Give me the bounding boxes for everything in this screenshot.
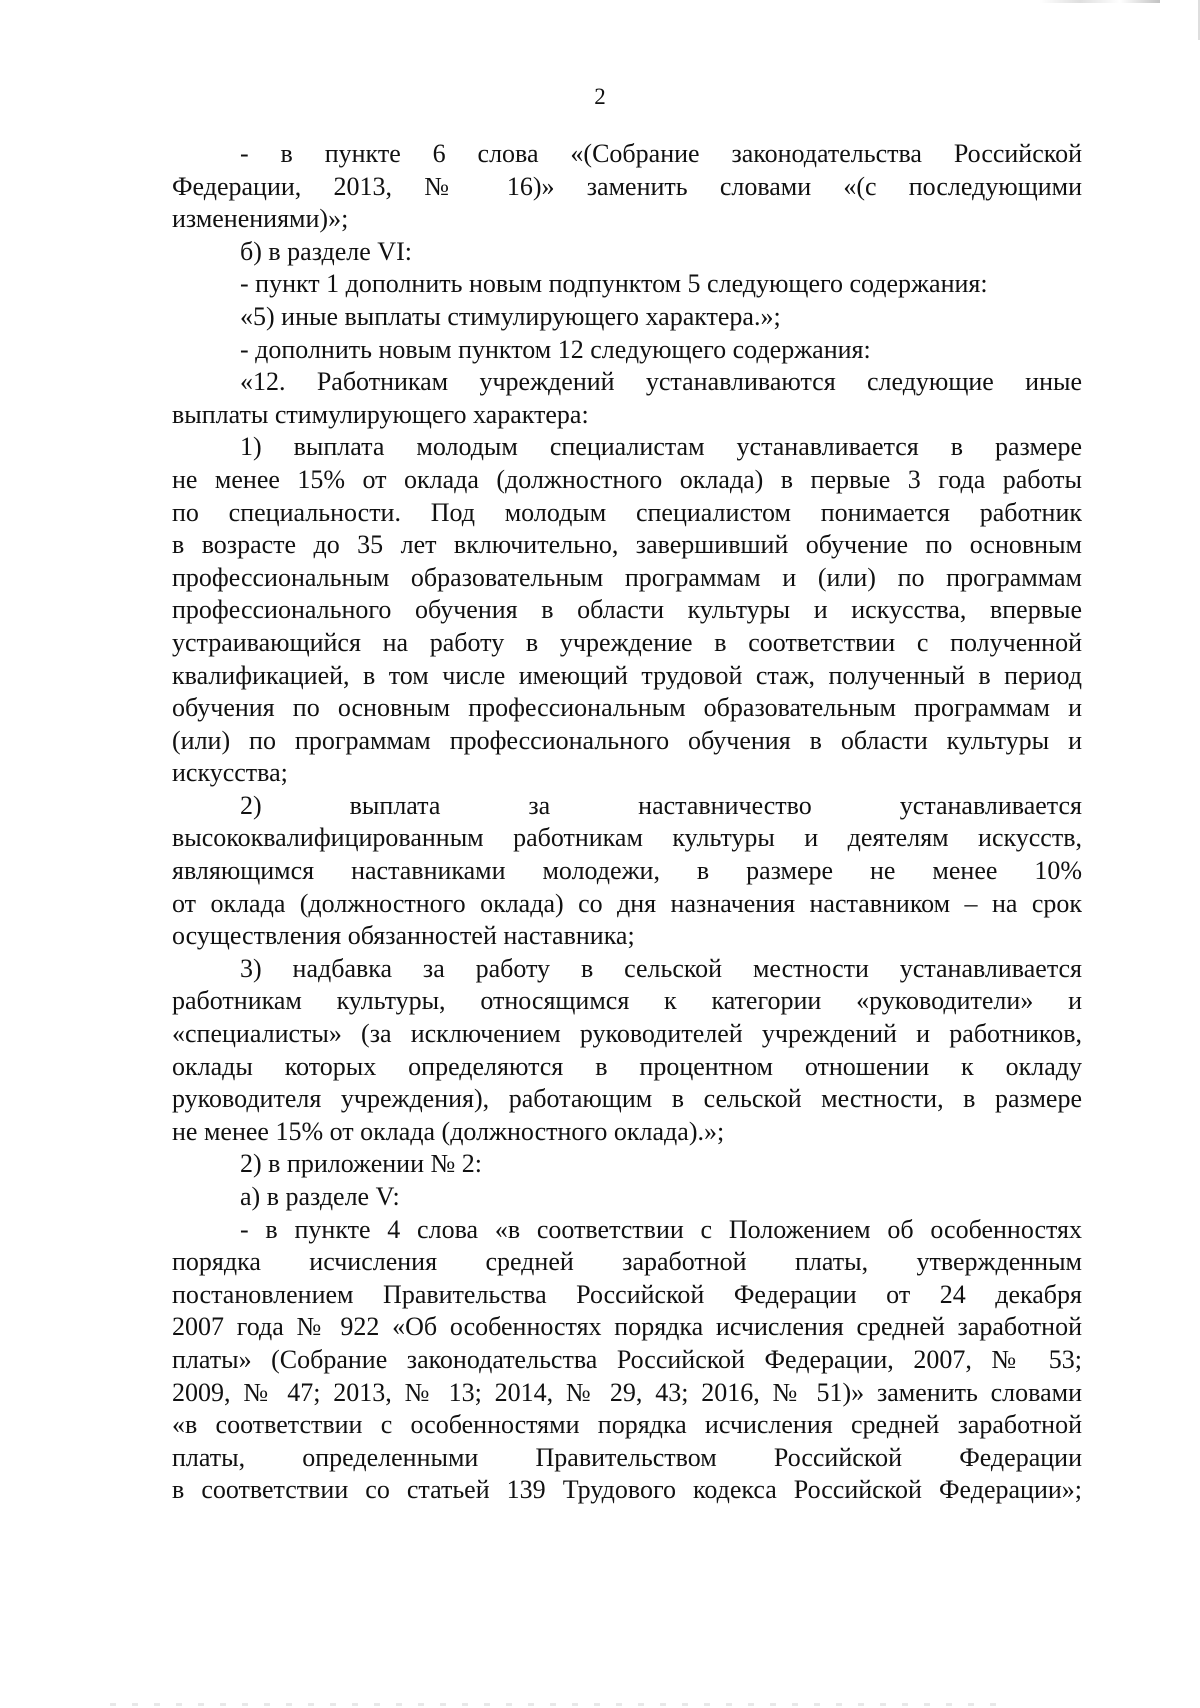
text-line: «12. Работникам учреждений устанавливаются следующие иные [240, 367, 1082, 397]
text-line: - в пункте 6 слова «(Собрание законодательства Российской [240, 139, 1082, 168]
text-line: по специальности. Под молодым специалистом понимается работник [172, 497, 1082, 527]
scan-artifact-bottom [110, 1703, 1010, 1706]
text-line: 2) в приложении № 2: [240, 1149, 483, 1179]
text-line: обучения по основным профессиональным образовательным программам и [172, 693, 1082, 723]
text-line: 2009, № 47; 2013, № 13; 2014, № 29, 43; 2016, № 51)» заменить словами [172, 1377, 1082, 1407]
text-line: профессиональным образовательным программам и (или) по программам [172, 562, 1082, 592]
text-line: высококвалифицированным работникам культуры и деятелям искусств, [172, 823, 1082, 853]
text-line: (или) по программам профессионального обучения в области культуры и [172, 725, 1082, 755]
text-line: 2) выплата за наставничество устанавливается [240, 790, 1082, 820]
text-line: - дополнить новым пунктом 12 следующего содержания: [240, 334, 871, 364]
text-line: оклады которых определяются в процентном отношении к окладу [172, 1051, 1082, 1081]
text-line: устраивающийся на работу в учреждение в соответствии с полученной [172, 627, 1082, 657]
text-line: в возрасте до 35 лет включительно, завершивший обучение по основным [172, 530, 1082, 560]
text-line: «5) иные выплаты стимулирующего характера.»; [240, 301, 781, 331]
text-line: являющимся наставниками молодежи, в размере не менее 10% [172, 856, 1082, 886]
text-line: работникам культуры, относящимся к категории «руководители» и [172, 986, 1082, 1016]
text-line: порядка исчисления средней заработной платы, утвержденным [172, 1247, 1082, 1277]
text-line: платы, определенными Правительством Российской Федерации [172, 1442, 1082, 1472]
page-number: 2 [594, 84, 606, 109]
text-line: в соответствии со статьей 139 Трудового кодекса Российской Федерации»; [172, 1475, 1082, 1505]
text-line: а) в разделе V: [240, 1182, 400, 1211]
text-line: профессионального обучения в области культуры и искусства, впервые [172, 595, 1082, 625]
text-line: руководителя учреждения), работающим в сельской местности, в размере [172, 1084, 1082, 1114]
document-body [172, 138, 1082, 1507]
text-line: постановлением Правительства Российской Федерации от 24 декабря [172, 1279, 1082, 1309]
text-line: не менее 15% от оклада (должностного оклада).»; [172, 1116, 725, 1146]
text-line: «специалисты» (за исключением руководителей учреждений и работников, [172, 1019, 1082, 1049]
text-line: 2007 года № 922 «Об особенностях порядка исчисления средней заработной [172, 1312, 1082, 1342]
text-line: квалификацией, в том числе имеющий трудовой стаж, полученный в период [172, 660, 1082, 690]
text-line: - в пункте 4 слова «в соответствии с Положением об особенностях [240, 1214, 1082, 1244]
text-line: 1) выплата молодым специалистам устанавливается в размере [240, 432, 1082, 462]
text-line: б) в разделе VI: [240, 236, 412, 266]
text-line: осуществления обязанностей наставника; [172, 921, 635, 951]
text-line: от оклада (должностного оклада) со дня назначения наставником – на срок [172, 888, 1082, 918]
text-line: Федерации, 2013, № 16)» заменить словами «(с последующими [172, 171, 1082, 201]
text-line: «в соответствии с особенностями порядка исчисления средней заработной [172, 1410, 1082, 1440]
text-line: искусства; [172, 758, 288, 788]
text-line: не менее 15% от оклада (должностного оклада) в первые 3 года работы [172, 464, 1082, 494]
scan-artifact-top [1040, 0, 1160, 3]
text-line: изменениями)»; [172, 204, 349, 234]
text-line: выплаты стимулирующего характера: [172, 399, 589, 429]
text-line: платы» (Собрание законодательства Российской Федерации, 2007, № 53; [172, 1344, 1082, 1374]
text-line: - пункт 1 дополнить новым подпунктом 5 следующего содержания: [240, 269, 988, 299]
text-line: 3) надбавка за работу в сельской местности устанавливается [240, 953, 1082, 983]
